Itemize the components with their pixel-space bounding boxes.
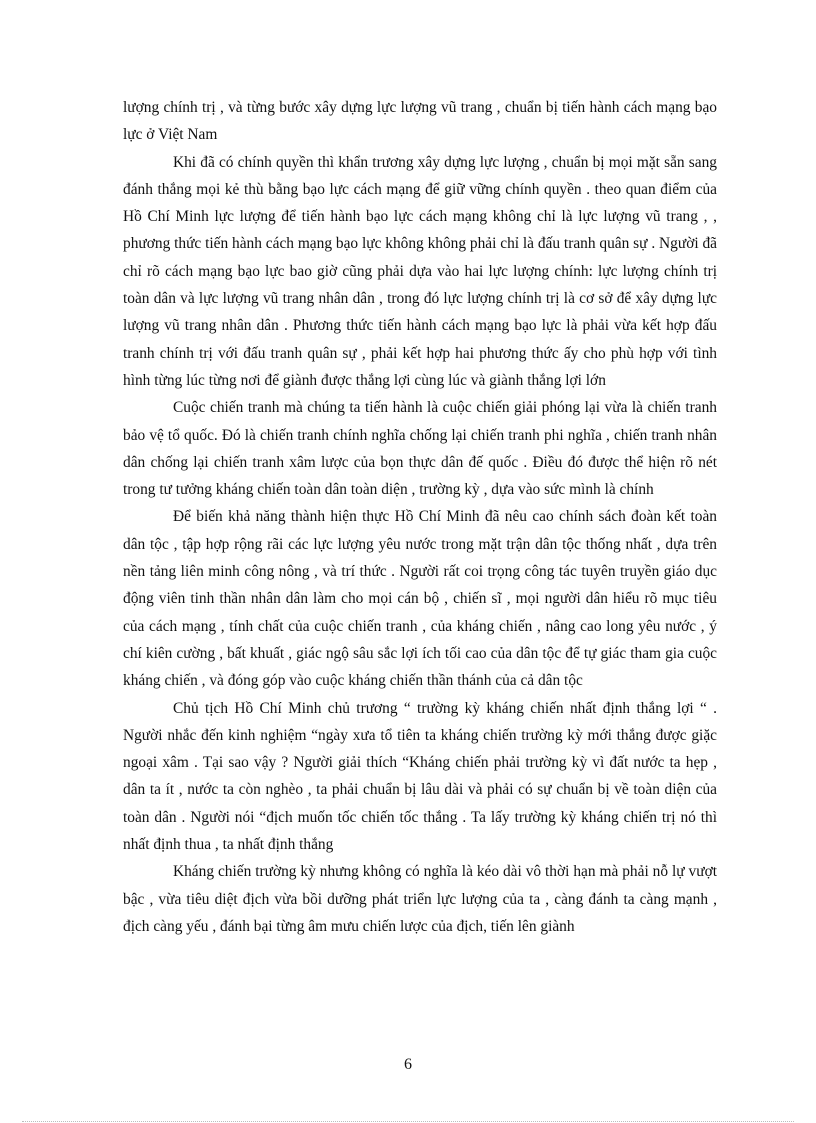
paragraph-3: Cuộc chiến tranh mà chúng ta tiến hành là cuộc chiến giải phóng lại vừa là chiến tranh bảo vệ tổ quốc. Đó là chiến tranh chính nghĩa chống lại chiến tranh phi nghĩa , chiến tranh nhân dân chống lại chiến tranh xâm lược của bọn thực dân đế quốc . Điều đó được thể hiện rõ nét trong tư tưởng kháng chiến toàn dân toàn diện , trường kỳ , dựa vào sức mình là chính	[123, 399, 717, 499]
page-number: 6	[404, 1056, 412, 1073]
paragraph-1: lượng chính trị , và từng bước xây dựng lực lượng vũ trang , chuẩn bị tiến hành cách mạng bạo lực ở Việt Nam	[123, 99, 717, 144]
paragraph-6: Kháng chiến trường kỳ nhưng không có nghĩa là kéo dài vô thời hạn mà phải nỗ lự vượt bậc , vừa tiêu diệt địch vừa bồi dưỡng phát triển lực lượng của ta , càng đánh ta càng mạnh , địch càng yếu , đánh bại từng âm mưu chiến lược của địch, tiến lên giành	[123, 863, 717, 935]
paragraph-5: Chủ tịch Hồ Chí Minh chủ trương “ trường kỳ kháng chiến nhất định thắng lợi “ . Người nhắc đến kinh nghiệm “ngày xưa tổ tiên ta kháng chiến trường kỳ mới thắng được giặc ngoại xâm . Tại sao vậy ? Người giải thích “Kháng chiến phải trường kỳ vì đất nước ta hẹp , dân ta ít , nước ta còn nghèo , ta phải chuẩn bị lâu dài và phải có sự chuẩn bị về toàn diện của toàn dân . Người nói “địch muốn tốc chiến tốc thắng . Ta lấy trường kỳ kháng chiến trị nó thì nhất định thua , ta nhất định thắng	[123, 699, 717, 854]
paragraph-4: Để biến khả năng thành hiện thực Hồ Chí Minh đã nêu cao chính sách đoàn kết toàn dân tộc , tập hợp rộng rãi các lực lượng yêu nước trong mặt trận dân tộc thống nhất , dựa trên nền tảng liên minh công nông , và trí thức . Người rất coi trọng công tác tuyên truyền giáo dục động viên tinh thần nhân dân làm cho mọi cán bộ , chiến sĩ , mọi người dân hiểu rõ mục tiêu của cách mạng , tính chất của cuộc chiến tranh , của kháng chiến , nâng cao long yêu nước , ý chí kiên cường , bất khuất , giác ngộ sâu sắc lợi ích tối cao của dân tộc để tự giác tham gia cuộc kháng chiến , và đóng góp vào cuộc kháng chiến thần thánh của cả dân tộc	[123, 508, 717, 690]
paragraph-2: Khi đã có chính quyền thì khẩn trương xây dựng lực lượng , chuẩn bị mọi mặt sẵn sang đánh thắng mọi kẻ thù bằng bạo lực cách mạng để giữ vững chính quyền . theo quan điểm của Hồ Chí Minh lực lượng để tiến hành bạo lực cách mạng không chỉ là lực lượng vũ trang , , phương thức tiến hành cách mạng bạo lực không không phải chỉ là đấu tranh quân sự . Người đã chỉ rõ cách mạng bạo lực bao giờ cũng phải dựa vào hai lực lượng chính: lực lượng chính trị toàn dân và lực lượng vũ trang nhân dân , trong đó lực lượng chính trị là cơ sở để xây dựng lực lượng vũ trang nhân dân . Phương thức tiến hành cách mạng bạo lực là phải vừa kết hợp đấu tranh chính trị với đấu tranh quân sự , phải kết hợp hai phương thức ấy cho phù hợp với tình hình từng lúc từng nơi để giành được thắng lợi cùng lúc và giành thắng lợi lớn	[123, 153, 717, 389]
page-bottom-divider	[22, 1121, 794, 1122]
body-text	[123, 94, 717, 940]
